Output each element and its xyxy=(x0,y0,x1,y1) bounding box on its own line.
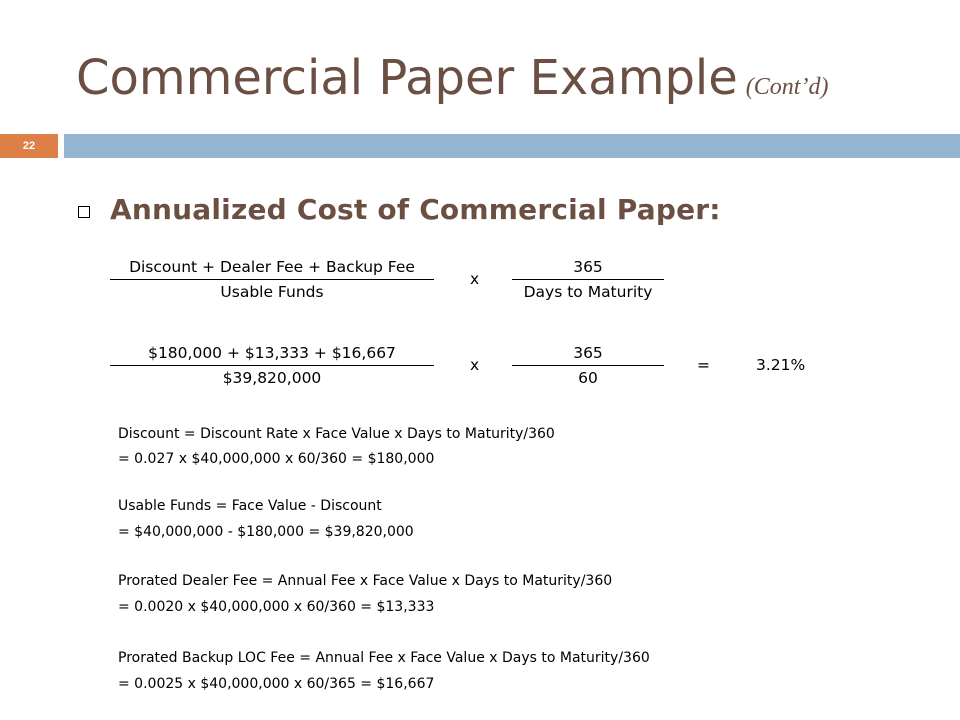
slide-number: 22 xyxy=(22,140,36,152)
title-main: Commercial Paper Example xyxy=(76,50,738,106)
note-line: = 0.027 x $40,000,000 x 60/360 = $180,000 xyxy=(118,451,435,467)
title-suffix: (Cont’d) xyxy=(745,74,829,100)
fraction-numerator: Discount + Dealer Fee + Backup Fee xyxy=(129,258,415,276)
note-line: = 0.0020 x $40,000,000 x 60/360 = $13,333 xyxy=(118,599,435,615)
note-line: Prorated Backup LOC Fee = Annual Fee x Face Value x Days to Maturity/360 xyxy=(118,650,650,666)
note-line: Prorated Dealer Fee = Annual Fee x Face Value x Days to Maturity/360 xyxy=(118,573,613,589)
slide-number-badge xyxy=(0,134,58,158)
equals-sign: = xyxy=(697,356,710,374)
note-line: = $40,000,000 - $180,000 = $39,820,000 xyxy=(118,524,414,540)
fraction-bar xyxy=(512,279,664,280)
section-heading: Annualized Cost of Commercial Paper: xyxy=(110,193,721,226)
values-fraction-right xyxy=(512,342,664,389)
fraction-bar xyxy=(110,279,434,280)
note-line: Discount = Discount Rate x Face Value x Days to Maturity/360 xyxy=(118,426,555,442)
slide-title xyxy=(76,50,828,106)
fraction-numerator: 365 xyxy=(573,258,603,276)
multiply-sign: x xyxy=(470,356,480,374)
multiply-sign: x xyxy=(470,270,480,288)
fraction-bar xyxy=(110,365,434,366)
square-bullet-icon xyxy=(78,206,90,218)
formula-fraction-right xyxy=(512,256,664,303)
fraction-numerator: $180,000 + $13,333 + $16,667 xyxy=(148,344,396,362)
note-line: Usable Funds = Face Value - Discount xyxy=(118,498,382,514)
result-value: 3.21% xyxy=(756,356,806,374)
note-line: = 0.0025 x $40,000,000 x 60/365 = $16,667 xyxy=(118,676,435,692)
fraction-bar xyxy=(512,365,664,366)
header-band xyxy=(64,134,960,158)
fraction-denominator: 60 xyxy=(578,369,598,387)
values-fraction-left xyxy=(110,342,434,389)
fraction-numerator: 365 xyxy=(573,344,603,362)
fraction-denominator: Days to Maturity xyxy=(523,283,653,301)
fraction-denominator: $39,820,000 xyxy=(222,369,322,387)
formula-fraction-left xyxy=(110,256,434,303)
fraction-denominator: Usable Funds xyxy=(220,283,324,301)
